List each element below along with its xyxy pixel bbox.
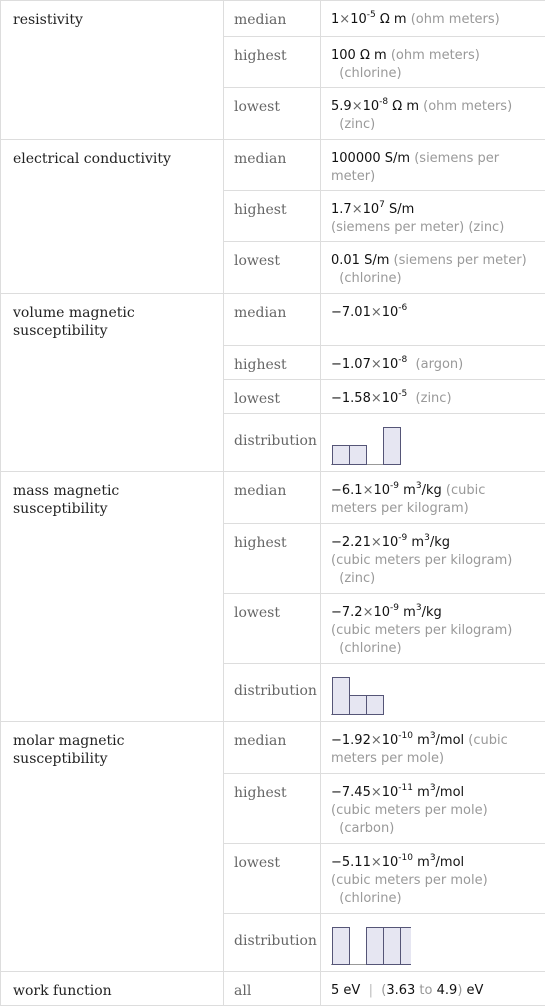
volume-distribution-histogram [331,424,411,466]
value-cell: $-5.11\times 10^{-10}$ $m^3$/mol (cubic meters per mole) (chlorine) [321,844,545,914]
property-label: electrical conductivity [1,140,224,294]
property-label: work function [1,972,224,1006]
value-cell: $-1.92\times 10^{-10}$ $m^3$/mol (cubic meters per mole) [321,722,545,774]
value-cell: $5.9\times 10^{-8}$ Ω m (ohm meters) (zinc) [321,88,545,140]
histogram-bar [333,928,350,965]
row-label: median [224,472,321,524]
histogram-bar [333,678,350,715]
histogram-bar [333,446,350,465]
row-label: lowest [224,380,321,414]
value-cell: 100000 S/m (siemens per meter) [321,140,545,191]
distribution-cell [321,914,545,972]
histogram-bar [350,446,367,465]
row-label: lowest [224,242,321,294]
distribution-cell [321,414,545,472]
row-label: median [224,140,321,191]
value-cell: $1\times 10^{-5}$ Ω m (ohm meters) [321,1,545,37]
row-label: lowest [224,88,321,140]
mass-distribution-histogram [331,674,411,716]
value-cell: $-7.2\times 10^{-9}$ $m^3/kg$ (cubic meters per kilogram) (chlorine) [321,594,545,664]
histogram-bar [367,696,384,715]
row-label: highest [224,37,321,88]
value-cell: 5 eV | (3.63 to 4.9) eV [321,972,545,1006]
histogram-bar [367,928,384,965]
value-cell: $-2.21\times 10^{-9}$ $m^3/kg$ (cubic meters per kilogram) (zinc) [321,524,545,594]
histogram-bar [384,928,401,965]
row-label: median [224,1,321,37]
distribution-cell [321,664,545,722]
histogram-bar [401,928,412,965]
row-label: highest [224,524,321,594]
row-label: median [224,294,321,346]
property-label: molar magnetic susceptibility [1,722,224,972]
row-label: lowest [224,594,321,664]
value-cell: 100 Ω m (ohm meters) (chlorine) [321,37,545,88]
row-label: distribution [224,414,321,472]
value-cell: $-7.01\times 10^{-6}$ [321,294,545,346]
property-label: mass magnetic susceptibility [1,472,224,722]
row-label: distribution [224,914,321,972]
row-label: median [224,722,321,774]
value-cell: 0.01 S/m (siemens per meter) (chlorine) [321,242,545,294]
row-label: lowest [224,844,321,914]
value-cell: $1.7\times 10^7$ S/m (siemens per meter) (zinc) [321,191,545,242]
histogram-bar [350,696,367,715]
row-label: highest [224,191,321,242]
row-label: highest [224,346,321,380]
value-cell: $-6.1\times 10^{-9}$ $m^3/kg$ (cubic meters per kilogram) [321,472,545,524]
histogram-bar [384,428,401,465]
molar-distribution-histogram [331,924,411,966]
value-cell: $-1.07\times 10^{-8}$ (argon) [321,346,545,380]
property-label: volume magnetic susceptibility [1,294,224,472]
property-label: resistivity [1,1,224,140]
value-cell: $-7.45\times 10^{-11}$ $m^3$/mol (cubic meters per mole) (carbon) [321,774,545,844]
value-cell: $-1.58\times 10^{-5}$ (zinc) [321,380,545,414]
row-label: highest [224,774,321,844]
row-label: all [224,972,321,1006]
row-label: distribution [224,664,321,722]
